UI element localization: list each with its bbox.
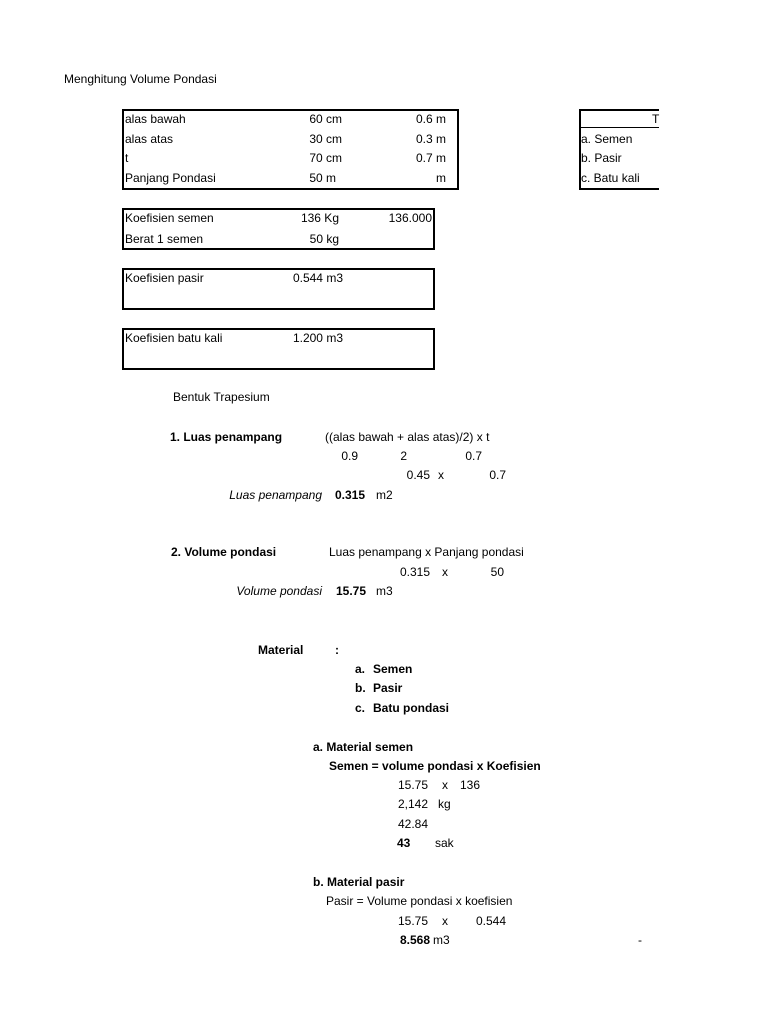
mat-pasir-value: 15.75 [398,914,429,928]
luas-value: 0.45 [406,468,430,482]
material-heading: Material [258,643,304,657]
pasir-coef-label: Koefisien pasir [125,271,204,285]
volume-value: 50 [490,565,504,579]
luas-value: 0.7 [465,449,482,463]
semen-coef-label: Koefisien semen [125,211,214,225]
mat-pasir-dash: - [638,933,642,947]
dim-value: 50 m [309,171,336,185]
mat-semen-formula: Semen = volume pondasi x Koefisien [329,759,541,773]
mat-semen-kg-unit: kg [438,797,451,811]
mat-semen-heading: a. Material semen [313,740,414,754]
summary-item: b. Pasir [581,151,622,165]
pasir-coef-value: 0.544 m3 [292,271,343,285]
dim-value: 70 cm [309,151,342,165]
dim-label: t [125,151,129,165]
luas-value: 2 [400,449,407,463]
material-colon: : [335,643,339,657]
luas-value: 0.9 [341,449,358,463]
shape-label: Bentuk Trapesium [173,390,270,404]
material-item-name: Semen [373,662,413,676]
luas-result-unit: m2 [376,488,393,502]
dim-label: alas atas [125,132,174,146]
luas-result-value: 0.315 [335,488,366,502]
luas-result-label: Luas penampang [229,488,322,502]
batu-coef-label: Koefisien batu kali [125,331,223,345]
batu-coef-value: 1.200 m3 [292,331,343,345]
mat-pasir-heading: b. Material pasir [313,875,405,889]
mat-pasir-formula: Pasir = Volume pondasi x koefisien [326,894,513,908]
semen-weight-label: Berat 1 semen [125,232,204,246]
summary-item: c. Batu kali [581,171,640,185]
semen-coef-extra: 136.000 [388,211,432,225]
luas-operator: x [438,468,444,482]
mat-pasir-result-value: 8.568 [400,933,431,947]
luas-heading: 1. Luas penampang [170,430,283,444]
semen-weight-value: 50 kg [309,232,339,246]
dim-label: Panjang Pondasi [125,171,216,185]
mat-semen-sak-value: 43 [397,836,411,850]
material-item-letter: a. [355,662,366,676]
mat-pasir-value: 0.544 [476,914,507,928]
dim-value: 30 cm [309,132,342,146]
dim-meter: 0.3 m [415,132,446,146]
material-item-letter: b. [355,681,366,695]
volume-heading: 2. Volume pondasi [171,545,277,559]
mat-pasir-operator: x [442,914,448,928]
material-item-name: Batu pondasi [373,701,450,715]
material-item-letter: c. [355,701,366,715]
summary-header: T [652,112,660,126]
mat-semen-value: 136 [460,778,481,792]
mat-semen-value: 15.75 [398,778,429,792]
mat-semen-kg-value: 2,142 [398,797,429,811]
luas-formula: ((alas bawah + alas atas)/2) x t [325,430,490,444]
summary-item: a. Semen [581,132,633,146]
dim-label: alas bawah [125,112,186,126]
volume-result-unit: m3 [376,584,393,598]
dim-meter: 0.6 m [415,112,446,126]
material-item-name: Pasir [373,681,403,695]
volume-result-value: 15.75 [336,584,367,598]
dim-value: 60 cm [309,112,342,126]
mat-semen-sak-unit: sak [435,836,454,850]
mat-semen-operator: x [442,778,448,792]
summary-header-rule [581,127,659,128]
dim-meter: 0.7 m [415,151,446,165]
volume-result-label: Volume pondasi [236,584,322,598]
mat-pasir-result-unit: m3 [433,933,450,947]
luas-value: 0.7 [489,468,506,482]
volume-formula: Luas penampang x Panjang pondasi [329,545,524,559]
page-title: Menghitung Volume Pondasi [64,72,217,86]
mat-semen-div-value: 42.84 [398,817,429,831]
semen-coef-value: 136 Kg [300,211,339,225]
dim-meter: m [436,171,446,185]
volume-value: 0.315 [399,565,430,579]
volume-operator: x [442,565,448,579]
